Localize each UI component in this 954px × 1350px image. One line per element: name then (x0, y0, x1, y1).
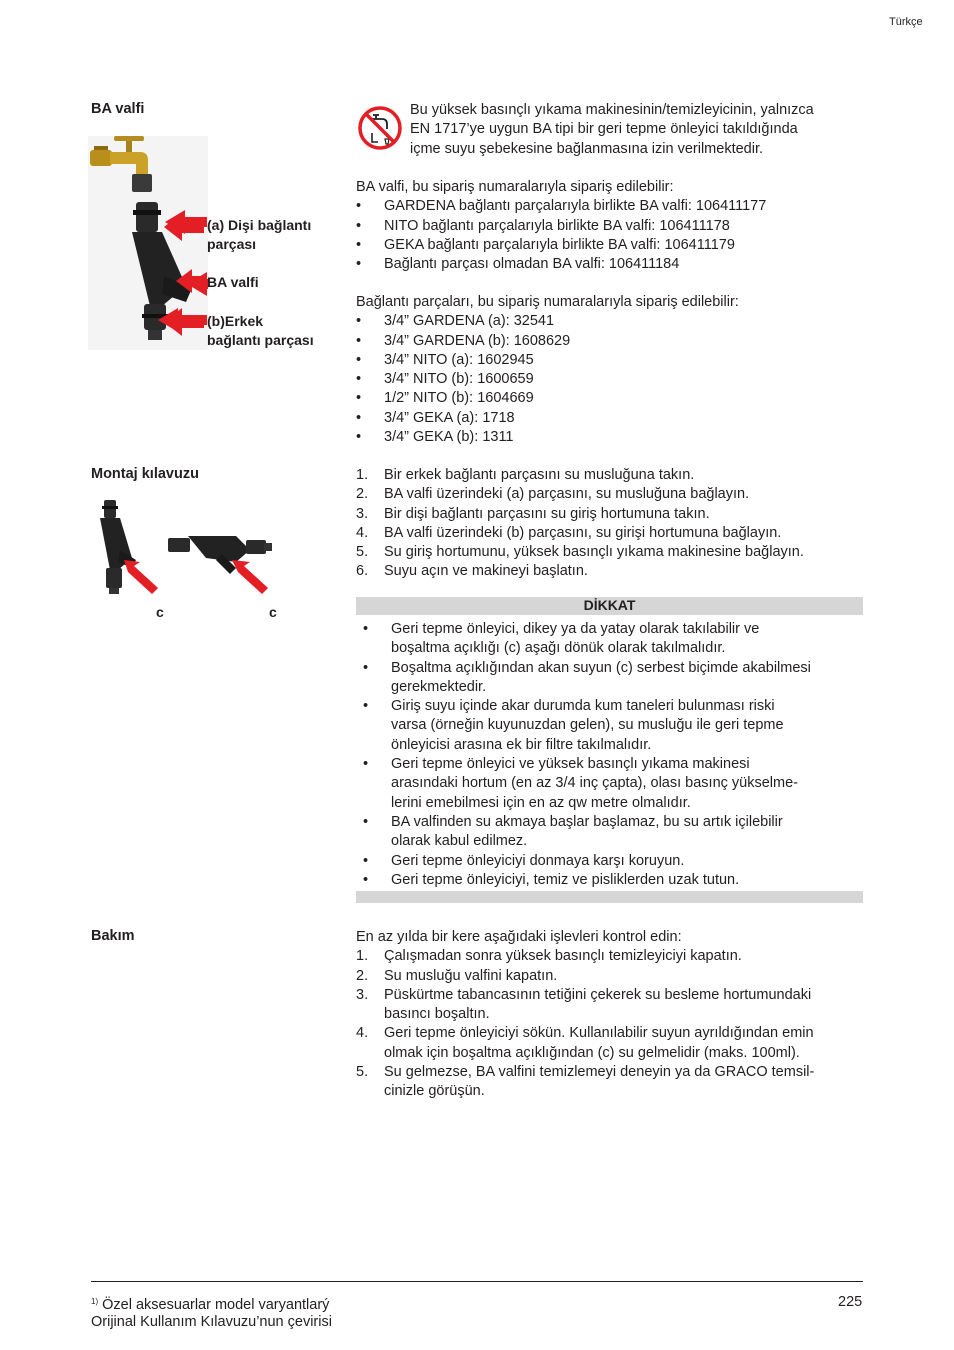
list-item: 1. Bir erkek bağlantı parçasını su musluğuna takın. (356, 467, 695, 483)
order-intro: BA valfi, bu sipariş numaralarıyla sipariş edilebilir: (356, 179, 674, 195)
list-item: 2. BA valfi üzerindeki (a) parçasını, su musluğuna bağlayın. (356, 486, 750, 503)
list-item: • 3/4” GEKA (b): 1311 (356, 428, 866, 447)
list-item: • Bağlantı parçası olmadan BA valfi: 106411184 (356, 255, 866, 274)
page-number: 225 (838, 1294, 863, 1310)
list-item: 5. Su gelmezse, BA valfini temizlemeyi deneyin ya da GRACO temsil- cinizle görüşün. (356, 1064, 815, 1100)
caution-title: DİKKAT (356, 597, 863, 615)
footer-divider (91, 1281, 863, 1282)
warning-text: Bu yüksek basınçlı yıkama makinesinin/temizleyicinin, yalnızca EN 1717’ye uygun BA tipi bir geri tepme önleyici takıldığında içme suyu şebekesine bağlanmasına izin verilmektedir. (410, 102, 814, 157)
list-item: • 1/2” NITO (b): 1604669 (356, 389, 866, 408)
list-item: • 3/4” NITO (a): 1602945 (356, 351, 866, 370)
list-item: • 3/4” NITO (b): 1600659 (356, 370, 866, 389)
list-item: 1. Çalışmadan sonra yüksek basınçlı temizleyiciyi kapatın. (356, 948, 742, 965)
arrow-icon (160, 210, 206, 244)
list-item: • GARDENA bağlantı parçalarıyla birlikte BA valfi: 106411177 (356, 197, 866, 216)
section-heading-mounting: Montaj kılavuzu (91, 466, 199, 482)
list-item: • GEKA bağlantı parçalarıyla birlikte BA valfi: 106411179 (356, 236, 866, 255)
label-ba-valve: BA valfi (207, 274, 259, 290)
caution-bottom-bar (356, 891, 863, 903)
list-item: • Geri tepme önleyiciyi donmaya karşı koruyun. (356, 852, 863, 871)
maintenance-intro: En az yılda bir kere aşağıdaki işlevleri kontrol edin: (356, 929, 682, 945)
list-item: • Boşaltma açıklığından akan suyun (c) serbest biçimde akabilmesi gerekmektedir. (356, 659, 863, 698)
label-male-connector: (b)Erkek bağlantı parçası (207, 313, 314, 348)
label-drain-opening-c: c (269, 604, 277, 620)
maintenance-block (356, 928, 866, 1102)
section-heading-ba-valve: BA valfi (91, 101, 145, 117)
list-item: 5. Su giriş hortumunu, yüksek basınçlı yıkama makinesine bağlayın. (356, 544, 804, 561)
parts-list (356, 312, 866, 447)
arrow-icon (174, 265, 206, 297)
list-item: • Giriş suyu içinde akar durumda kum taneleri bulunması riski varsa (örneğin kuyunuzdan gelen), su musluğu ile geri tepme önleyicisi arasına ek bir filtre takılmalıdır. (356, 697, 863, 755)
list-item: • 3/4” GARDENA (b): 1608629 (356, 332, 866, 351)
no-drinking-water-icon (356, 102, 404, 154)
list-item: • NITO bağlantı parçalarıyla birlikte BA valfi: 106411178 (356, 217, 866, 236)
vertical-install-illustration (92, 498, 172, 602)
list-item: • BA valfinden su akmaya başlar başlamaz, bu su artık içilebilir olarak kabul edilmez. (356, 813, 863, 852)
footnote: $^{1)}$ Özel aksesuarlar model varyantlarý (91, 1297, 330, 1313)
list-item: 2. Su musluğu valfini kapatın. (356, 967, 558, 984)
list-item: • Geri tepme önleyici, dikey ya da yatay olarak takılabilir ve boşaltma açıklığı (c) aşağı dönük olarak takılmalıdır. (356, 620, 863, 659)
list-item: 4. BA valfi üzerindeki (b) parçasını, su girişi hortumuna bağlayın. (356, 524, 782, 541)
label-drain-opening-c: c (156, 604, 164, 620)
label-female-connector: (a) Dişi bağlantı parçası (207, 217, 312, 252)
list-item: • 3/4” GARDENA (a): 32541 (356, 312, 866, 331)
list-item: • 3/4” GEKA (a): 1718 (356, 409, 866, 428)
caution-list (356, 620, 863, 890)
horizontal-install-illustration (166, 528, 286, 604)
section-heading-maintenance: Bakım (91, 928, 135, 944)
order-numbers-block (356, 178, 866, 274)
language-label: Türkçe (889, 16, 923, 28)
list-item: • Geri tepme önleyici ve yüksek basınçlı yıkama makinesi arasındaki hortum (en az 3/4 inç çapta), olası basınç yükselme- lerini emebilmesi için en az qw metre olmalıdır. (356, 755, 863, 813)
list-item: 4. Geri tepme önleyiciyi sökün. Kullanılabilir suyun ayrıldığından emin olmak için boşaltma açıklığından (c) su gelmelidir (maks. 100ml). (356, 1025, 814, 1061)
list-item: • Geri tepme önleyiciyi, temiz ve pisliklerden uzak tutun. (356, 871, 863, 890)
translation-note: Orijinal Kullanım Kılavuzu’nun çevirisi (91, 1314, 332, 1330)
list-item: 6. Suyu açın ve makineyi başlatın. (356, 563, 588, 580)
parts-intro: Bağlantı parçaları, bu sipariş numaralarıyla sipariş edilebilir: (356, 294, 739, 310)
list-item: 3. Püskürtme tabancasının tetiğini çekerek su besleme hortumundaki basıncı boşaltın. (356, 986, 812, 1023)
mounting-steps (356, 466, 866, 582)
list-item: 3. Bir dişi bağlantı parçasını su giriş hortumuna takın. (356, 505, 710, 522)
arrow-icon (160, 305, 206, 339)
parts-numbers-block (356, 293, 866, 447)
order-list (356, 197, 866, 274)
